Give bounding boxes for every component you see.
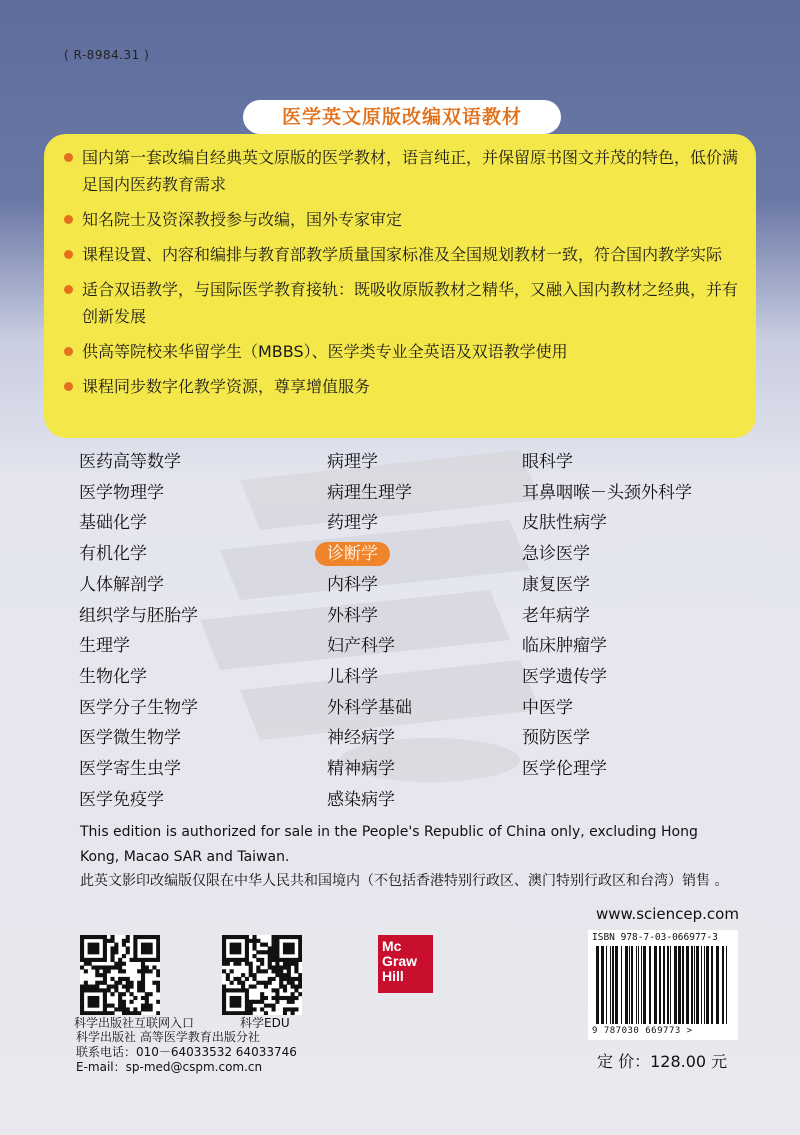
subject-item: 内科学 <box>327 574 378 595</box>
barcode-bars-icon <box>596 946 730 1024</box>
subject-item: 医药高等数学 <box>79 452 181 472</box>
phone-line: 联系电话：010－64033532 64033746 <box>76 1045 297 1059</box>
subject-item: 老年病学 <box>522 605 590 626</box>
subject-item: 儿科学 <box>327 666 378 687</box>
subject-item: 人体解剖学 <box>79 574 164 595</box>
subject-item: 外科学基础 <box>327 697 412 718</box>
subject-item: 医学物理学 <box>79 482 164 503</box>
price: 定 价：128.00 元 <box>597 1052 728 1071</box>
subject-item: 急诊医学 <box>522 544 590 565</box>
email-line: E-mail：sp-med@cspm.com.cn <box>76 1060 263 1074</box>
subject-item: 外科学 <box>327 605 378 626</box>
subject-item: 精神病学 <box>327 759 395 780</box>
bullet-dot-icon <box>64 347 73 356</box>
subject-item: 康复医学 <box>522 574 590 595</box>
feature-item: 供高等院校来华留学生（MBBS）、医学类专业全英语及双语教学使用 <box>64 338 738 365</box>
subject-item: 医学寄生虫学 <box>79 759 181 780</box>
subject-item: 医学遗传学 <box>522 666 607 687</box>
subject-item: 预防医学 <box>522 728 590 749</box>
subject-item: 皮肤性病学 <box>522 513 607 534</box>
subjects-column-1 <box>79 447 198 815</box>
website-link[interactable]: www.sciencep.com <box>596 905 739 923</box>
notice-english: This edition is authorized for sale in the People's Republic of China only, excluding Hong Kong, Macao SAR and Taiwan. <box>80 824 698 865</box>
subject-item: 有机化学 <box>79 544 147 565</box>
mcgraw-hill-logo: Mc Graw Hill <box>378 935 433 993</box>
subject-item: 神经病学 <box>327 728 395 749</box>
subject-item: 临床肿瘤学 <box>522 636 607 657</box>
isbn-barcode <box>588 930 738 1040</box>
feature-item: 课程同步数字化教学资源，尊享增值服务 <box>64 373 738 400</box>
qr2-label: 科学EDU <box>240 1016 290 1030</box>
subject-item: 生物化学 <box>79 666 147 687</box>
feature-item: 知名院士及资深教授参与改编，国外专家审定 <box>64 206 738 233</box>
series-banner: 医学英文原版改编双语教材 <box>243 100 561 134</box>
subject-item: 眼科学 <box>522 452 573 472</box>
qr-code-icon[interactable] <box>80 935 160 1015</box>
feature-box <box>44 134 756 438</box>
bullet-dot-icon <box>64 153 73 162</box>
subject-item: 病理生理学 <box>327 482 412 503</box>
subject-item: 感染病学 <box>327 789 395 810</box>
feature-item: 课程设置、内容和编排与教育部教学质量国家标准及全国规划教材一致，符合国内教学实际 <box>64 241 738 268</box>
barcode-number: 9 787030 669773 > <box>592 1026 693 1036</box>
bullet-dot-icon <box>64 250 73 259</box>
subjects-column-3 <box>522 447 692 785</box>
subject-item: 病理学 <box>327 452 378 472</box>
subject-item: 生理学 <box>79 636 130 657</box>
subject-item: 耳鼻咽喉－头颈外科学 <box>522 482 692 503</box>
feature-item: 国内第一套改编自经典英文原版的医学教材，语言纯正，并保留原书图文并茂的特色，低价满足国内医药教育需求 <box>64 144 738 198</box>
publisher-line: 科学出版社 高等医学教育出版分社 <box>76 1030 260 1044</box>
feature-item: 适合双语教学，与国际医学教育接轨：既吸收原版教材之精华，又融入国内教材之经典，并有创新发展 <box>64 276 738 330</box>
subject-item: 中医学 <box>522 697 573 718</box>
subjects-column-2 <box>327 447 412 815</box>
bullet-dot-icon <box>64 215 73 224</box>
subject-item-highlighted: 诊断学 <box>315 539 412 570</box>
qr1-label: 科学出版社互联网入口 <box>74 1016 195 1030</box>
publisher-info <box>76 1030 297 1075</box>
subject-item: 组织学与胚胎学 <box>79 605 198 626</box>
bullet-dot-icon <box>64 285 73 294</box>
subject-item: 医学微生物学 <box>79 728 181 749</box>
bullet-dot-icon <box>64 382 73 391</box>
catalog-code: ( R-8984.31 ) <box>64 48 150 62</box>
isbn-number: ISBN 978-7-03-066977-3 <box>592 932 718 943</box>
qr-code-icon[interactable] <box>222 935 302 1015</box>
subject-item: 药理学 <box>327 513 378 534</box>
subject-item: 基础化学 <box>79 513 147 534</box>
subject-item: 妇产科学 <box>327 636 395 657</box>
subject-item: 医学伦理学 <box>522 759 607 780</box>
subject-item: 医学免疫学 <box>79 789 164 810</box>
notice-chinese: 此英文影印改编版仅限在中华人民共和国境内（不包括香港特别行政区、澳门特别行政区和台湾）销售 。 <box>80 873 729 889</box>
subject-item: 医学分子生物学 <box>79 697 198 718</box>
